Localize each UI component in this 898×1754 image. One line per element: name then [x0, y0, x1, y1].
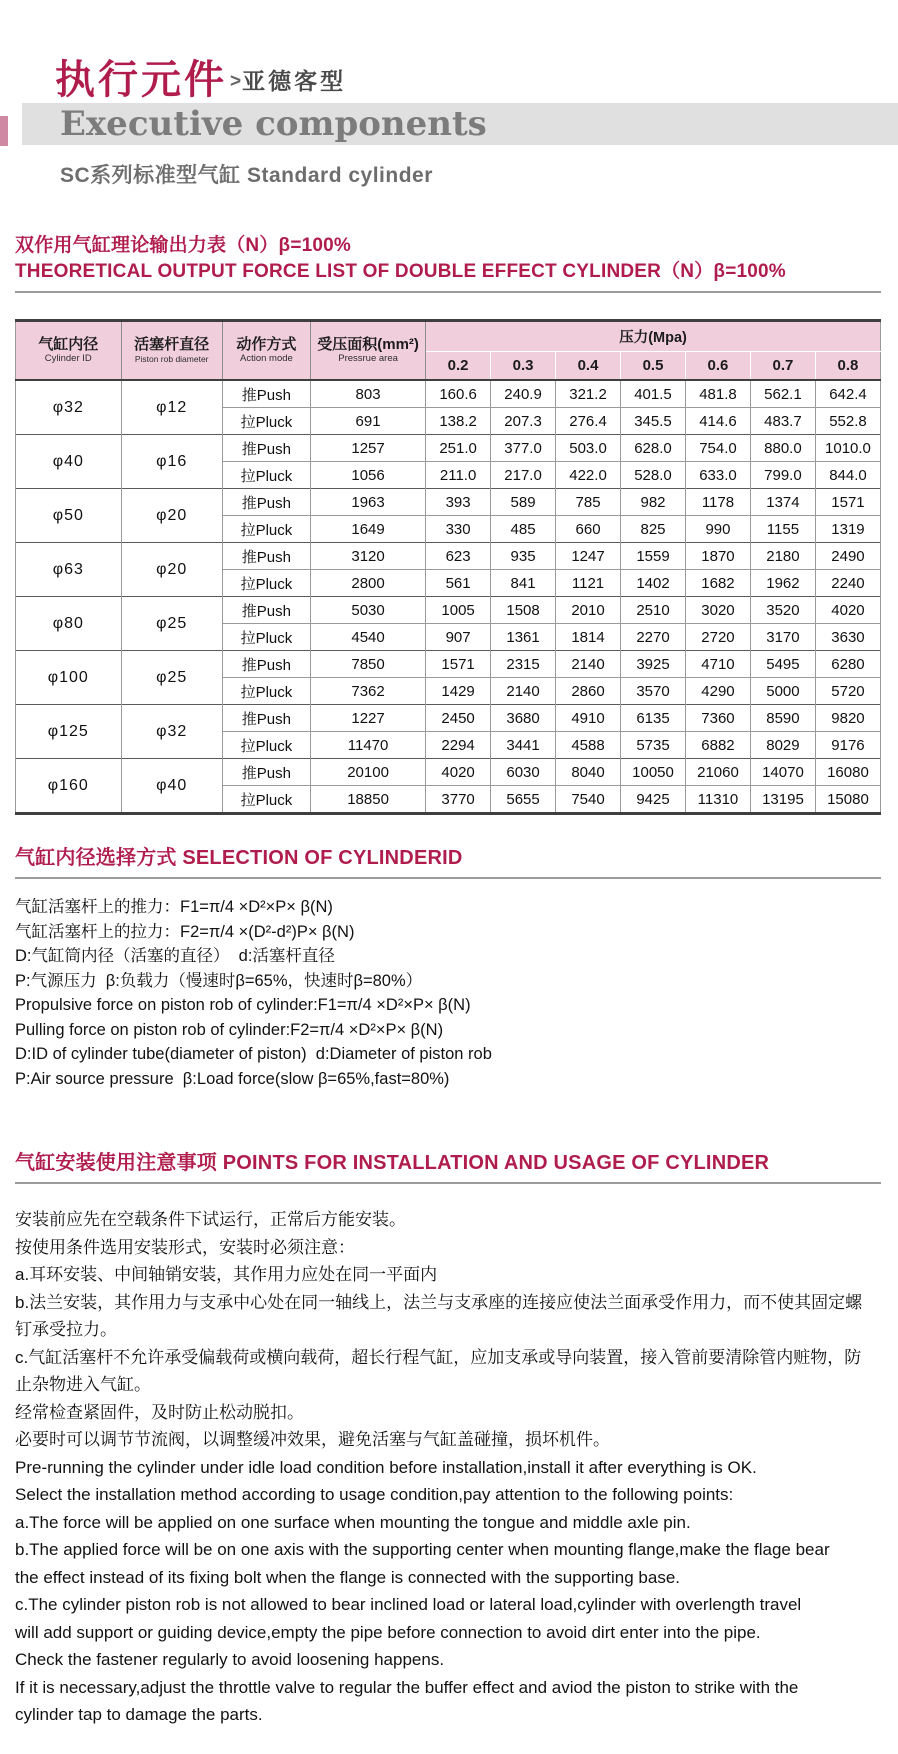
force-value-cell: 7360: [685, 705, 750, 732]
col-header-cn: 气缸内径: [38, 336, 99, 353]
title-bar: [22, 103, 898, 145]
pressure-area-cell: 7850: [311, 651, 426, 678]
force-value-cell: 13195: [750, 786, 815, 814]
force-value-cell: 4588: [556, 732, 621, 759]
force-value-cell: 1571: [426, 651, 491, 678]
action-mode-cell: 拉Pluck: [222, 678, 310, 705]
text-line: b.The applied force will be on one axis with the supporting center when mounting flange,make the flage bear: [15, 1540, 830, 1559]
force-value-cell: 1374: [750, 489, 815, 516]
force-value-cell: 3570: [621, 678, 686, 705]
force-value-cell: 5495: [750, 651, 815, 678]
force-value-cell: 138.2: [426, 408, 491, 435]
rod-cell: φ20: [121, 543, 222, 597]
force-value-cell: 321.2: [556, 380, 621, 408]
chevron-right-icon: >: [230, 71, 242, 92]
force-value-cell: 982: [621, 489, 686, 516]
table-row: [16, 489, 881, 516]
col-header-cylinder-id: [16, 321, 122, 381]
force-value-cell: 1429: [426, 678, 491, 705]
text-line: 安装前应先在空载条件下试运行，正常后方能安装。: [15, 1210, 406, 1229]
force-value-cell: 880.0: [750, 435, 815, 462]
force-value-cell: 1571: [815, 489, 880, 516]
force-value-cell: 2450: [426, 705, 491, 732]
force-value-cell: 623: [426, 543, 491, 570]
text-line: will add support or guiding device,empty the pipe before connection to avoid dirt enter into the pipe.: [15, 1622, 761, 1642]
force-value-cell: 485: [491, 516, 556, 543]
col-header-cn: 受压面积(mm²): [317, 336, 419, 353]
force-value-cell: 1870: [685, 543, 750, 570]
pressure-area-cell: 1649: [311, 516, 426, 543]
force-value-cell: 3630: [815, 624, 880, 651]
action-mode-cell: 推Push: [222, 597, 310, 624]
force-value-cell: 589: [491, 489, 556, 516]
col-header-en: Action mode: [240, 353, 293, 364]
text-line: 按使用条件选用安装形式，安装时必须注意：: [15, 1237, 355, 1257]
col-header-piston-rod: [121, 321, 222, 381]
text-line: P:气源压力 β:负载力（慢速时β=65%，快速时β=80%）: [15, 971, 423, 990]
force-value-cell: 4290: [685, 678, 750, 705]
formula-block: [15, 895, 881, 1091]
action-mode-cell: 拉Pluck: [222, 570, 310, 597]
text-line: 气缸活塞杆上的推力：F1=π/4 ×D²×P× β(N): [15, 898, 333, 916]
force-value-cell: 393: [426, 489, 491, 516]
rod-cell: φ20: [121, 489, 222, 543]
force-value-cell: 330: [426, 516, 491, 543]
force-value-cell: 1319: [815, 516, 880, 543]
bore-cell: φ160: [16, 759, 122, 814]
action-mode-cell: 拉Pluck: [222, 516, 310, 543]
force-value-cell: 483.7: [750, 408, 815, 435]
force-value-cell: 16080: [815, 759, 880, 786]
action-mode-cell: 推Push: [222, 435, 310, 462]
points-section: [15, 1150, 881, 1729]
rod-cell: φ25: [121, 597, 222, 651]
col-header-pressure-area: [311, 321, 426, 381]
page-title-en: Executive components: [60, 104, 487, 144]
action-mode-cell: 推Push: [222, 759, 310, 786]
force-value-cell: 4710: [685, 651, 750, 678]
force-value-cell: 15080: [815, 786, 880, 814]
text-line: Select the installation method according to usage condition,pay attention to the following points:: [15, 1485, 734, 1504]
series-title: SC系列标准型气缸 Standard cylinder: [60, 164, 433, 187]
force-section-title-cn: 双作用气缸理论输出力表（N）β=100%: [15, 235, 352, 256]
pressure-tick: 0.3: [491, 352, 556, 381]
text-line: c.气缸活塞杆不允许承受偏载荷或横向载荷，超长行程气缸，应加支承或导向装置，接入管前要清除管内赃物，防: [15, 1347, 862, 1367]
force-value-cell: 5000: [750, 678, 815, 705]
force-value-cell: 552.8: [815, 408, 880, 435]
force-value-cell: 1121: [556, 570, 621, 597]
bore-cell: φ63: [16, 543, 122, 597]
text-line: cylinder tap to damage the parts.: [15, 1705, 263, 1724]
text-line: 必要时可以调节节流阀，以调整缓冲效果，避免活塞与气缸盖碰撞，损坏机件。: [15, 1430, 610, 1449]
action-mode-cell: 推Push: [222, 489, 310, 516]
section-divider: [15, 1182, 881, 1184]
action-mode-cell: 推Push: [222, 380, 310, 408]
rod-cell: φ32: [121, 705, 222, 759]
force-value-cell: 1178: [685, 489, 750, 516]
points-section-title: 气缸安装使用注意事项 POINTS FOR INSTALLATION AND USAGE OF CYLINDER: [15, 1152, 770, 1174]
force-value-cell: 2270: [621, 624, 686, 651]
col-header-action-mode: [222, 321, 310, 381]
force-value-cell: 8590: [750, 705, 815, 732]
force-value-cell: 3170: [750, 624, 815, 651]
force-value-cell: 6882: [685, 732, 750, 759]
force-value-cell: 1005: [426, 597, 491, 624]
table-row: [16, 759, 881, 786]
force-value-cell: 1962: [750, 570, 815, 597]
text-line: Pulling force on piston rob of cylinder:F2=π/4 ×D²×P× β(N): [15, 1020, 444, 1039]
force-value-cell: 633.0: [685, 462, 750, 489]
force-section-title-en: THEORETICAL OUTPUT FORCE LIST OF DOUBLE EFFECT CYLINDER（N）β=100%: [15, 261, 786, 282]
table-row: [16, 543, 881, 570]
force-value-cell: 2140: [491, 678, 556, 705]
rod-cell: φ25: [121, 651, 222, 705]
text-line: 气缸活塞杆上的拉力：F2=π/4 ×(D²-d²)P× β(N): [15, 922, 355, 941]
force-value-cell: 3020: [685, 597, 750, 624]
bore-cell: φ100: [16, 651, 122, 705]
force-value-cell: 628.0: [621, 435, 686, 462]
force-value-cell: 5655: [491, 786, 556, 814]
force-value-cell: 3925: [621, 651, 686, 678]
pressure-area-cell: 1257: [311, 435, 426, 462]
force-value-cell: 935: [491, 543, 556, 570]
col-header-cn: 动作方式: [236, 336, 297, 353]
force-table: [15, 319, 881, 815]
force-value-cell: 1247: [556, 543, 621, 570]
section-divider: [15, 291, 881, 293]
force-value-cell: 2010: [556, 597, 621, 624]
col-header-en: Pressrue area: [338, 353, 398, 364]
pressure-area-cell: 18850: [311, 786, 426, 814]
brand-type-label: 亚德客型: [242, 68, 347, 95]
bore-cell: φ80: [16, 597, 122, 651]
pressure-area-cell: 1227: [311, 705, 426, 732]
force-value-cell: 5720: [815, 678, 880, 705]
action-mode-cell: 拉Pluck: [222, 624, 310, 651]
force-value-cell: 1682: [685, 570, 750, 597]
force-value-cell: 825: [621, 516, 686, 543]
col-header-en: Piston rob diameter: [134, 354, 209, 364]
force-value-cell: 240.9: [491, 380, 556, 408]
pressure-area-cell: 1056: [311, 462, 426, 489]
table-row: [16, 597, 881, 624]
force-value-cell: 9820: [815, 705, 880, 732]
pressure-area-cell: 2800: [311, 570, 426, 597]
selection-section: [15, 845, 881, 1091]
text-line: P:Air source pressure β:Load force(slow β=65%,fast=80%): [15, 1069, 450, 1088]
force-value-cell: 844.0: [815, 462, 880, 489]
text-line: 经常检查紧固件，及时防止松动脱扣。: [15, 1402, 304, 1422]
rod-cell: φ12: [121, 380, 222, 435]
force-value-cell: 251.0: [426, 435, 491, 462]
force-value-cell: 785: [556, 489, 621, 516]
force-value-cell: 217.0: [491, 462, 556, 489]
text-line: a.耳环安装、中间轴销安装，其作用力应处在同一平面内: [15, 1265, 438, 1284]
force-value-cell: 3680: [491, 705, 556, 732]
force-value-cell: 2180: [750, 543, 815, 570]
force-section: [15, 233, 881, 815]
force-value-cell: 276.4: [556, 408, 621, 435]
pressure-area-cell: 3120: [311, 543, 426, 570]
force-value-cell: 561: [426, 570, 491, 597]
text-line: Pre-running the cylinder under idle load condition before installation,install it after everything is OK.: [15, 1457, 757, 1477]
force-value-cell: 3520: [750, 597, 815, 624]
text-line: 钉承受拉力。: [15, 1320, 117, 1339]
action-mode-cell: 拉Pluck: [222, 408, 310, 435]
force-value-cell: 9176: [815, 732, 880, 759]
force-value-cell: 799.0: [750, 462, 815, 489]
force-value-cell: 841: [491, 570, 556, 597]
force-value-cell: 990: [685, 516, 750, 543]
rod-cell: φ16: [121, 435, 222, 489]
points-text-block: [15, 1206, 881, 1729]
force-value-cell: 754.0: [685, 435, 750, 462]
section-divider: [15, 877, 881, 879]
force-value-cell: 11310: [685, 786, 750, 814]
force-value-cell: 422.0: [556, 462, 621, 489]
force-value-cell: 2140: [556, 651, 621, 678]
text-line: b.法兰安装，其作用力与支承中心处在同一轴线上，法兰与支承座的连接应使法兰面承受作用力，而不使其固定螺: [15, 1292, 863, 1312]
bore-cell: φ125: [16, 705, 122, 759]
force-value-cell: 2240: [815, 570, 880, 597]
action-mode-cell: 拉Pluck: [222, 732, 310, 759]
force-value-cell: 8040: [556, 759, 621, 786]
force-value-cell: 660: [556, 516, 621, 543]
force-value-cell: 9425: [621, 786, 686, 814]
bore-cell: φ40: [16, 435, 122, 489]
force-value-cell: 10050: [621, 759, 686, 786]
force-value-cell: 14070: [750, 759, 815, 786]
col-header-cn: 活塞杆直径: [134, 336, 210, 353]
pressure-area-cell: 4540: [311, 624, 426, 651]
text-line: If it is necessary,adjust the throttle valve to regular the buffer effect and aviod the piston to strike with the: [15, 1677, 799, 1697]
pressure-area-cell: 7362: [311, 678, 426, 705]
text-line: the effect instead of its fixing bolt when the flange is connected with the supporting base.: [15, 1567, 681, 1587]
action-mode-cell: 拉Pluck: [222, 786, 310, 814]
force-value-cell: 2720: [685, 624, 750, 651]
force-value-cell: 1402: [621, 570, 686, 597]
force-value-cell: 4910: [556, 705, 621, 732]
pressure-area-cell: 1963: [311, 489, 426, 516]
rod-cell: φ40: [121, 759, 222, 814]
force-value-cell: 7540: [556, 786, 621, 814]
action-mode-cell: 推Push: [222, 705, 310, 732]
text-line: D:ID of cylinder tube(diameter of piston) d:Diameter of piston rob: [15, 1045, 492, 1063]
pressure-tick: 0.5: [621, 352, 686, 381]
text-line: D:气缸筒内径（活塞的直径） d:活塞杆直径: [15, 947, 335, 965]
force-value-cell: 401.5: [621, 380, 686, 408]
table-row: [16, 651, 881, 678]
force-value-cell: 6280: [815, 651, 880, 678]
col-header-en: Cylinder ID: [44, 353, 92, 364]
force-value-cell: 1155: [750, 516, 815, 543]
force-value-cell: 4020: [815, 597, 880, 624]
text-line: a.The force will be applied on one surface when mounting the tongue and middle axle pin.: [15, 1512, 691, 1532]
force-value-cell: 2510: [621, 597, 686, 624]
page-edge-tab: [0, 116, 8, 146]
pressure-area-cell: 691: [311, 408, 426, 435]
selection-section-title: 气缸内径选择方式 SELECTION OF CYLINDERID: [15, 847, 463, 869]
force-value-cell: 345.5: [621, 408, 686, 435]
pressure-area-cell: 803: [311, 380, 426, 408]
text-line: 止杂物进入气缸。: [15, 1375, 151, 1394]
action-mode-cell: 拉Pluck: [222, 462, 310, 489]
force-value-cell: 503.0: [556, 435, 621, 462]
force-value-cell: 562.1: [750, 380, 815, 408]
table-row: [16, 380, 881, 408]
force-value-cell: 2490: [815, 543, 880, 570]
force-value-cell: 377.0: [491, 435, 556, 462]
force-value-cell: 2315: [491, 651, 556, 678]
pressure-tick: 0.7: [750, 352, 815, 381]
bore-cell: φ32: [16, 380, 122, 435]
pressure-area-cell: 5030: [311, 597, 426, 624]
force-value-cell: 1559: [621, 543, 686, 570]
brand-title-cn: 执行元件: [55, 56, 227, 103]
force-value-cell: 1814: [556, 624, 621, 651]
pressure-area-cell: 20100: [311, 759, 426, 786]
action-mode-cell: 推Push: [222, 543, 310, 570]
bore-cell: φ50: [16, 489, 122, 543]
force-value-cell: 8029: [750, 732, 815, 759]
action-mode-cell: 推Push: [222, 651, 310, 678]
col-header-pressure: 压力(Mpa): [426, 321, 881, 352]
force-value-cell: 2860: [556, 678, 621, 705]
force-value-cell: 4020: [426, 759, 491, 786]
force-table-header: [16, 321, 881, 381]
pressure-tick: 0.8: [815, 352, 880, 381]
force-value-cell: 1010.0: [815, 435, 880, 462]
pressure-tick: 0.4: [556, 352, 621, 381]
force-table-body: [16, 380, 881, 814]
force-value-cell: 2294: [426, 732, 491, 759]
force-value-cell: 6135: [621, 705, 686, 732]
force-value-cell: 414.6: [685, 408, 750, 435]
pressure-tick: 0.6: [685, 352, 750, 381]
text-line: c.The cylinder piston rob is not allowed to bear inclined load or lateral load,cylinder with overlength travel: [15, 1595, 802, 1614]
force-value-cell: 642.4: [815, 380, 880, 408]
force-value-cell: 3441: [491, 732, 556, 759]
force-value-cell: 1361: [491, 624, 556, 651]
force-value-cell: 160.6: [426, 380, 491, 408]
force-value-cell: 207.3: [491, 408, 556, 435]
text-line: Propulsive force on piston rob of cylinder:F1=π/4 ×D²×P× β(N): [15, 996, 471, 1014]
force-value-cell: 5735: [621, 732, 686, 759]
force-value-cell: 1508: [491, 597, 556, 624]
brand-header: [55, 48, 346, 105]
force-value-cell: 211.0: [426, 462, 491, 489]
pressure-tick: 0.2: [426, 352, 491, 381]
table-row: [16, 705, 881, 732]
force-value-cell: 21060: [685, 759, 750, 786]
force-value-cell: 528.0: [621, 462, 686, 489]
force-value-cell: 3770: [426, 786, 491, 814]
force-value-cell: 6030: [491, 759, 556, 786]
text-line: Check the fastener regularly to avoid loosening happens.: [15, 1650, 445, 1669]
force-value-cell: 481.8: [685, 380, 750, 408]
pressure-area-cell: 11470: [311, 732, 426, 759]
table-row: [16, 435, 881, 462]
force-value-cell: 907: [426, 624, 491, 651]
